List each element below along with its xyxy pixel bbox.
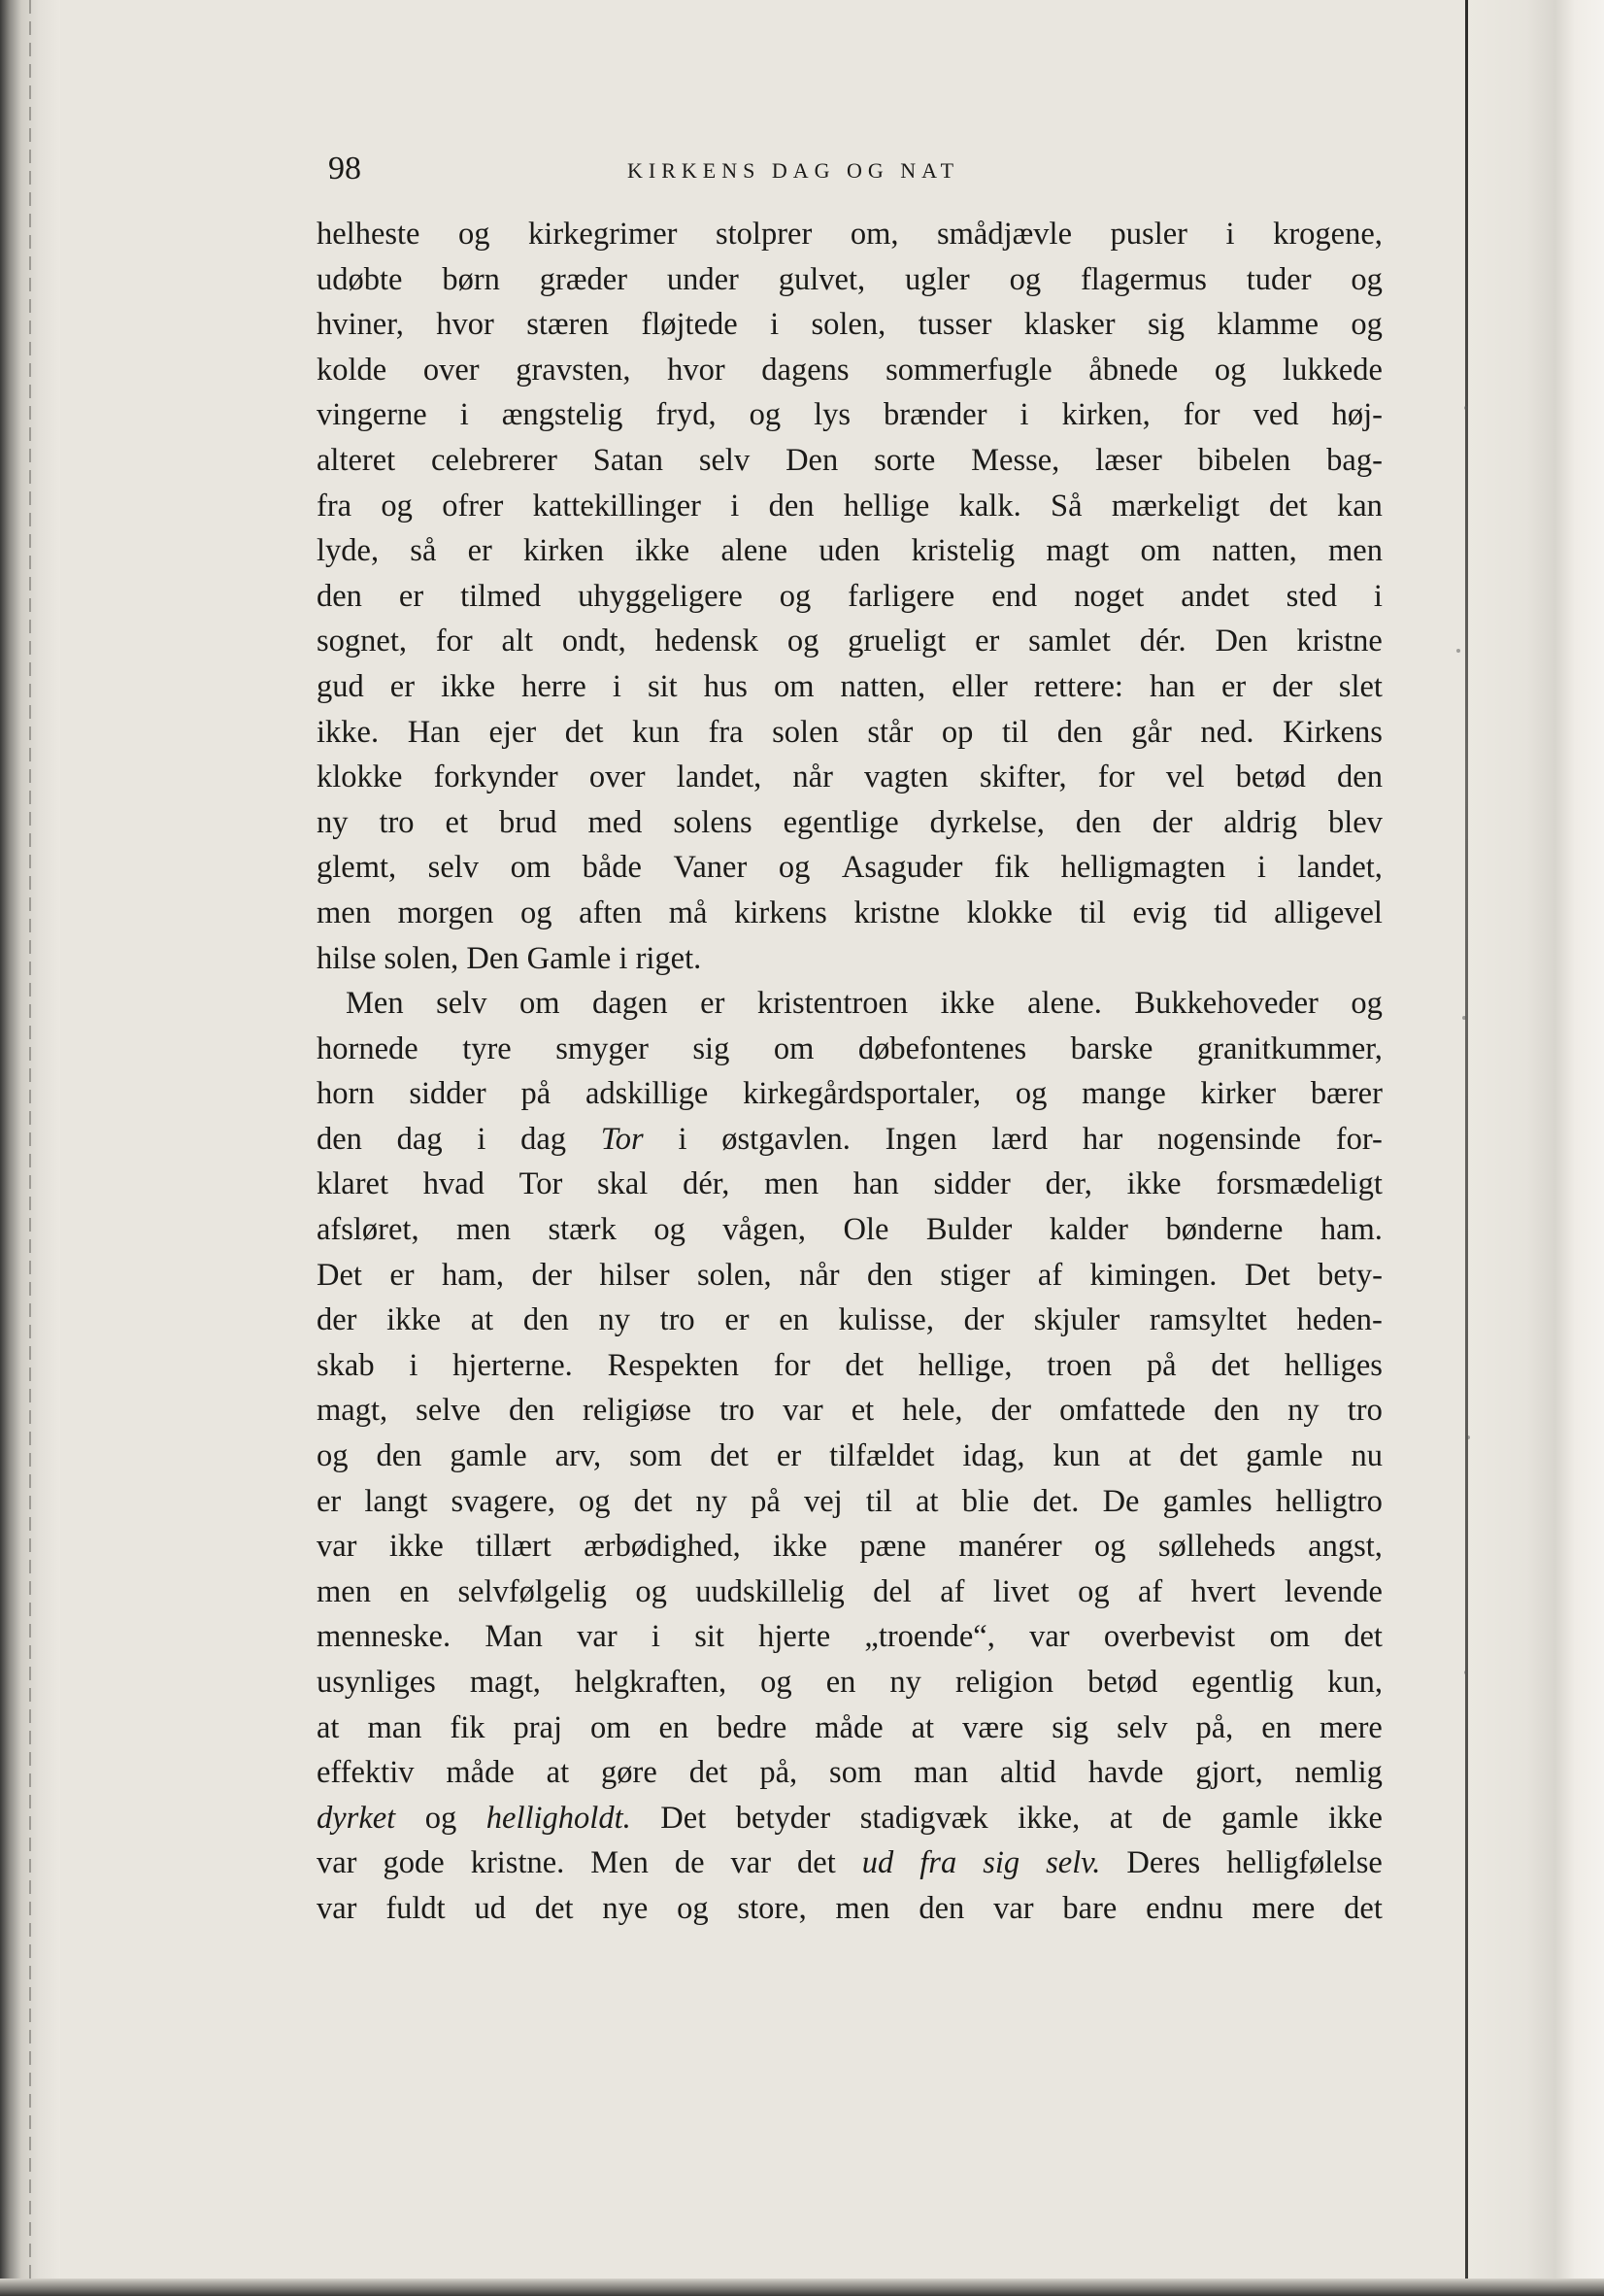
margin-speck [1464, 1671, 1468, 1674]
running-head: KIRKENS DAG OG NAT [627, 158, 960, 183]
text-line: men en selvfølgelig og uudskillelig del af livet og af hvert levende [317, 1573, 1383, 1609]
page-header [328, 148, 1377, 194]
book-page [60, 0, 1465, 2279]
text-line: udøbte børn græder under gulvet, ugler og flagermus tuder og [317, 261, 1383, 297]
bottom-page-edge [0, 2279, 1604, 2296]
facing-page-edge [1468, 0, 1604, 2296]
text-line: Det er ham, der hilser solen, når den stiger af kimingen. Det bety- [317, 1257, 1383, 1293]
text-line: sognet, for alt ondt, hedensk og grueligt er samlet dér. Den kristne [317, 624, 1383, 659]
text-line: var ikke tillært ærbødighed, ikke pæne manérer og sølleheds angst, [317, 1529, 1383, 1565]
text-line: den dag i dag Tor i østgavlen. Ingen lærd har nogensinde for- [317, 1121, 1383, 1157]
text-line: menneske. Man var i sit hjerte „troende“, var overbevist om det [317, 1619, 1383, 1655]
text-line: og den gamle arv, som det er tilfældet idag, kun at det gamle nu [317, 1438, 1383, 1474]
text-line: men morgen og aften må kirkens kristne klokke til evig tid alligevel [317, 895, 1383, 930]
text-line: dyrket og helligholdt. Det betyder stadigvæk ikke, at de gamle ikke [317, 1800, 1383, 1836]
text-line: er langt svagere, og det ny på vej til at blie det. De gamles helligtro [317, 1483, 1383, 1519]
text-line: skab i hjerterne. Respekten for det hellige, troen på det helliges [317, 1347, 1383, 1383]
margin-speck [1462, 1016, 1466, 1020]
text-line: den er tilmed uhyggeligere og farligere end noget andet sted i [317, 578, 1383, 614]
text-line: glemt, selv om både Vaner og Asaguder fik helligmagten i landet, [317, 850, 1383, 886]
text-line: var fuldt ud det nye og store, men den var bare endnu mere det [317, 1890, 1383, 1926]
page-edge-line [1465, 0, 1468, 2296]
text-line: gud er ikke herre i sit hus om natten, eller rettere: han er der slet [317, 668, 1383, 704]
text-line: var gode kristne. Men de var det ud fra sig selv. Deres helligfølelse [317, 1845, 1383, 1881]
text-line: hviner, hvor stæren fløjtede i solen, tusser klasker sig klamme og [317, 307, 1383, 343]
text-line: magt, selve den religiøse tro var et hele, der omfattede den ny tro [317, 1393, 1383, 1429]
text-line: horn sidder på adskillige kirkegårdsportaler, og mange kirker bærer [317, 1076, 1383, 1112]
text-line: ny tro et brud med solens egentlige dyrkelse, den der aldrig blev [317, 804, 1383, 840]
text-line: Men selv om dagen er kristentroen ikke alene. Bukkehoveder og [346, 986, 1383, 1022]
margin-speck [1466, 1435, 1470, 1439]
text-line: effektiv måde at gøre det på, som man altid havde gjort, nemlig [317, 1755, 1383, 1791]
text-line: klokke forkynder over landet, når vagten skifter, for vel betød den [317, 760, 1383, 795]
page-number: 98 [328, 151, 361, 186]
text-line: afsløret, men stærk og vågen, Ole Bulder kalder bønderne ham. [317, 1212, 1383, 1248]
margin-speck [1456, 649, 1460, 653]
text-line: alteret celebrerer Satan selv Den sorte Messe, læser bibelen bag- [317, 442, 1383, 478]
text-line: klaret hvad Tor skal dér, men han sidder der, ikke forsmædeligt [317, 1166, 1383, 1202]
text-line: hilse solen, Den Gamle i riget. [317, 940, 702, 976]
binding-stitch-line [29, 0, 31, 2296]
text-line: kolde over gravsten, hvor dagens sommerfugle åbnede og lukkede [317, 352, 1383, 388]
text-line: helheste og kirkegrimer stolprer om, smådjævle pusler i krogene, [317, 217, 1383, 252]
text-line: lyde, så er kirken ikke alene uden kristelig magt om natten, men [317, 533, 1383, 569]
body-text [317, 212, 1383, 1932]
text-line: hornede tyre smyger sig om døbefontenes barske granitkummer, [317, 1030, 1383, 1066]
text-line: at man fik praj om en bedre måde at være sig selv på, en mere [317, 1709, 1383, 1745]
text-line: fra og ofrer kattekillinger i den hellige kalk. Så mærkeligt det kan [317, 488, 1383, 523]
text-line: usynliges magt, helgkraften, og en ny religion betød egentlig kun, [317, 1665, 1383, 1700]
text-line: der ikke at den ny tro er en kulisse, der skjuler ramsyltet heden- [317, 1302, 1383, 1338]
margin-speck [1464, 406, 1468, 410]
text-line: vingerne i ængstelig fryd, og lys brænder i kirken, for ved høj- [317, 397, 1383, 433]
text-line: ikke. Han ejer det kun fra solen står op til den går ned. Kirkens [317, 714, 1383, 750]
